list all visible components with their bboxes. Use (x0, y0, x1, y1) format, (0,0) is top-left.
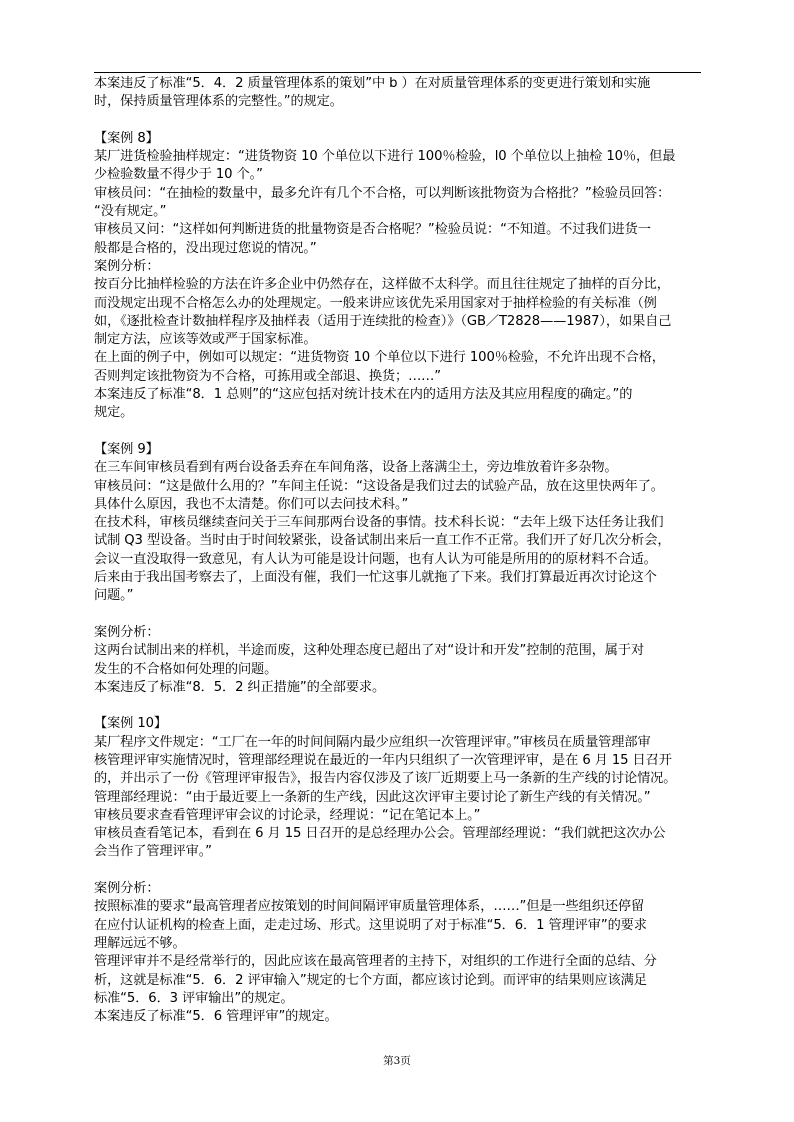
text-line: 问题。” (94, 588, 134, 604)
text-line: 理解远远不够。 (94, 935, 186, 951)
paragraph-gap (94, 423, 706, 441)
case-heading: 【案例 8】 (94, 130, 159, 146)
text-line: 管理评审并不是经常举行的，因此应该在最高管理者的主持下，对组织的工作进行全面的总结、分 (94, 954, 657, 970)
paragraph-gap (94, 606, 706, 624)
text-line: 案例分析： (94, 624, 160, 640)
text-line: 某厂程序文件规定：“工厂在一年的时间间隔内最少应组织一次管理评审。”审核员在质量管理部审 (94, 734, 651, 750)
text-line: 审核员查看笔记本，看到在 6 月 15 日召开的是总经理办公会。管理部经理说：“我们就把这次办公 (94, 826, 666, 842)
text-line: 后来由于我出国考察去了，上面没有催，我们一忙这事儿就拖了下来。我们打算最近再次讨论这个 (94, 570, 657, 586)
text-line: 规定。 (94, 405, 134, 421)
text-line: 如，《逐批检查计数抽样程序及抽样表（适用于连续批的检查）》（GB／T2828——1987），如果自己 (94, 313, 672, 329)
text-line: 这两台试制出来的样机，半途而废，这种处理态度已超出了对“设计和开发”控制的范围，属于对 (94, 643, 645, 659)
text-line: 在上面的例子中，例如可以规定：“进货物资 10 个单位以下进行 100％检验，不允许出现不合格， (94, 350, 665, 366)
text-line: 审核员要求查看管理评审会议的讨论录，经理说：“记在笔记本上。” (94, 807, 481, 823)
text-line: 时，保持质量管理体系的完整性。”的规定。 (94, 94, 343, 110)
paragraph-gap (94, 862, 706, 880)
case-heading: 【案例 10】 (94, 716, 168, 732)
header-rule (94, 72, 701, 73)
text-line: 析，这就是标准“5．6．2 评审输入”规定的七个方面，都应该讨论到。而评审的结果则应该满足 (94, 972, 647, 988)
text-line: 审核员又问：“这样如何判断进货的批量物资是否合格呢？”检验员说：“不知道。不过我们进货一 (94, 222, 651, 238)
text-line: 发生的不合格如何处理的问题。 (94, 661, 278, 677)
paragraph-gap (94, 697, 706, 715)
text-line: 案例分析： (94, 881, 160, 897)
text-line: 而没规定出现不合格怎么办的处理规定。一般来讲应该优先采用国家对于抽样检验的有关标准（例 (94, 295, 657, 311)
text-line: 会当作了管理评审。” (94, 844, 212, 860)
text-line: 本案违反了标准“5．6 管理评审”的规定。 (94, 1009, 338, 1025)
case-heading: 【案例 9】 (94, 441, 159, 457)
text-line: 在技术科，审核员继续查问关于三车间那两台设备的事情。技术科长说：“去年上级下达任务让我们 (94, 515, 664, 531)
text-line: 审核员问：“这是做什么用的？”车间主任说：“这设备是我们过去的试验产品，放在这里快两年了。 (94, 478, 664, 494)
text-line: 在应付认证机构的检查上面，走走过场、形式。这里说明了对于标准“5．6．1 管理评审”的要求 (94, 917, 647, 933)
text-line: 在三车间审核员看到有两台设备丢弃在车间角落，设备上落满尘土，旁边堆放着许多杂物。 (94, 460, 618, 476)
text-line: 审核员问：“在抽检的数量中，最多允许有几个不合格，可以判断该批物资为合格批？”检验员回答： (94, 185, 671, 201)
text-line: 管理部经理说：“由于最近要上一条新的生产线，因此这次评审主要讨论了新生产线的有关情况。” (94, 789, 651, 805)
text-line: 本案违反了标准“8．1 总则”的“这应包括对统计技术在内的适用方法及其应用程度的确定。”的 (94, 387, 633, 403)
text-line: 否则判定该批物资为不合格，可拣用或全部退、换货；……” (94, 368, 442, 384)
text-line: 本案违反了标准“5．4．2 质量管理体系的策划”中 b ）在对质量管理体系的变更进行策划和实施 (94, 76, 651, 91)
text-line: 标准“5．6．3 评审输出”的规定。 (94, 990, 294, 1006)
document-body (94, 75, 706, 1026)
text-line: 制定方法，应该等效或严于国家标准。 (94, 332, 317, 348)
text-line: 案例分析： (94, 258, 160, 274)
paragraph-gap (94, 112, 706, 130)
text-line: 按照标准的要求“最高管理者应按策划的时间间隔评审质量管理体系，……”但是一些组织还停留 (94, 899, 645, 915)
text-line: 核管理评审实施情况时，管理部经理说在最近的一年内只组织了一次管理评审，是在 6 月 15 日召开 (94, 752, 672, 768)
text-line: 般都是合格的，没出现过您说的情况。” (94, 240, 317, 256)
text-line: “没有规定。” (94, 204, 167, 220)
text-line: 按百分比抽样检验的方法在许多企业中仍然存在，这样做不太科学。而且往往规定了抽样的百分比， (94, 277, 670, 293)
text-line: 少检验数量不得少于 10 个。” (94, 167, 263, 183)
text-line: 会议一直没取得一致意见，有人认为可能是设计问题，也有人认为可能是所用的的原材料不合适。 (94, 551, 657, 567)
text-line: 本案违反了标准“8．5．2 纠正措施”的全部要求。 (94, 679, 386, 695)
text-line: 试制 Q3 型设备。当时由于时间较紧张，设备试制出来后一直工作不正常。我们开了好几次分析会， (94, 533, 671, 549)
text-line: 的，并出示了一份《管理评审报告》，报告内容仅涉及了该厂近期要上马一条新的生产线的讨论情况。 (94, 771, 677, 787)
text-line: 具体什么原因，我也不太清楚。你们可以去问技术科。” (94, 496, 409, 512)
page-number: 第3页 (383, 1055, 411, 1067)
text-line: 某厂进货检验抽样规定：“进货物资 10 个单位以下进行 100％检验，l0 个单位以上抽检 10％，但最 (94, 149, 676, 165)
